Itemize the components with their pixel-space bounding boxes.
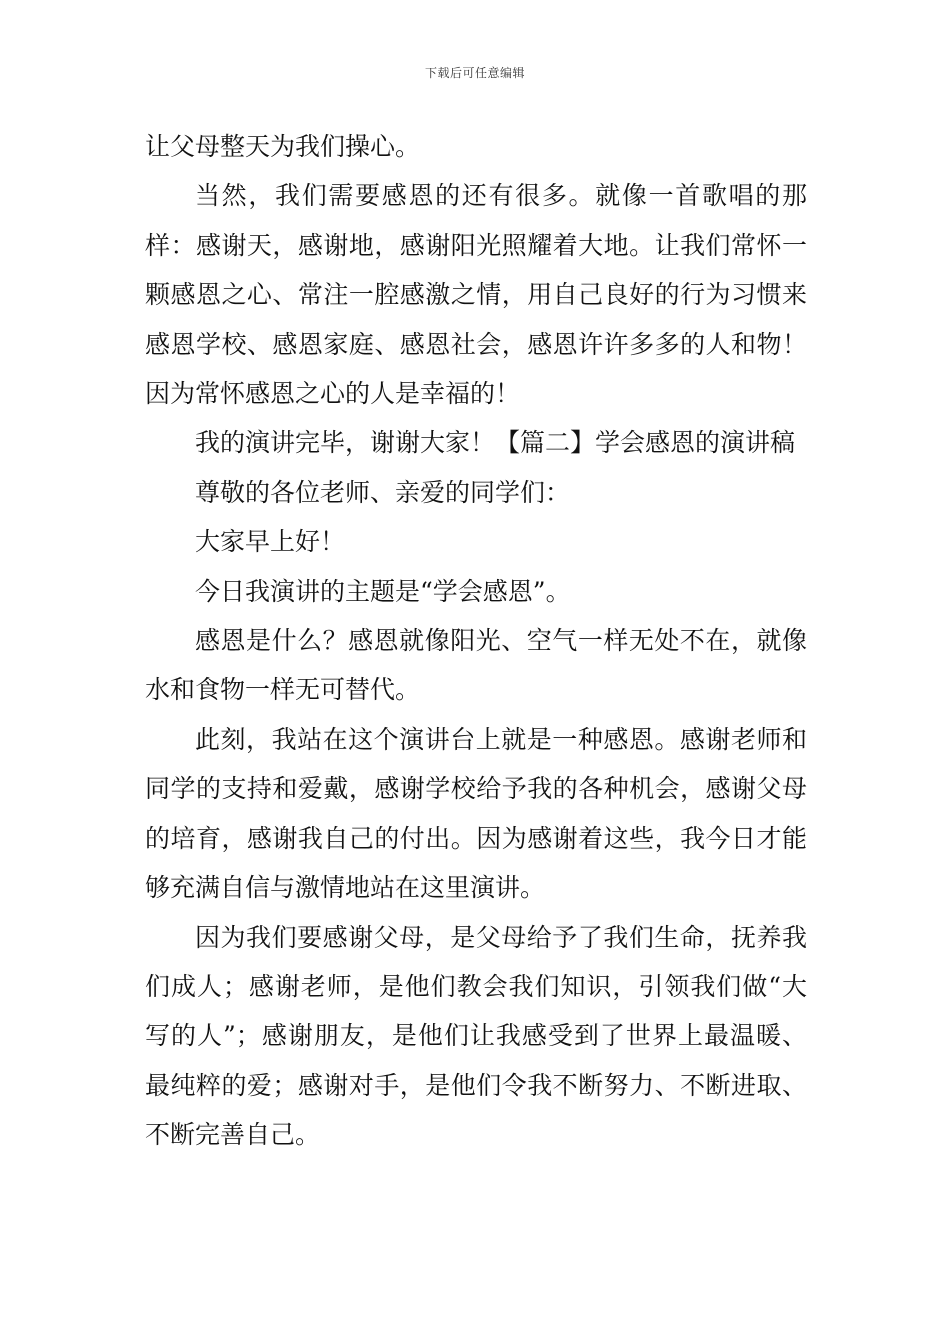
paragraph: 今日我演讲的主题是“学会感恩”。 [195,576,571,606]
paragraph: 当然，我们需要感恩的还有很多。就像一首歌唱的那样：感谢天，感谢地，感谢阳光照耀着大地。让我们常怀一颗感恩之心、常注一腔感激之情，用自己良好的行为习惯来感恩学校、感恩家庭、感恩社会，感恩许许多多的人和物！因为常怀感恩之心的人是幸福的！ [145,181,807,409]
paragraph: 让父母整天为我们操心。 [145,132,421,161]
paragraph: 因为我们要感谢父母，是父母给予了我们生命，抚养我们成人；感谢老师，是他们教会我们知识，引领我们做“大写的人”；感谢朋友，是他们让我感受到了世界上最温暖、最纯粹的爱；感谢对手，是他们令我不断努力、不断进取、不断完善自己。 [145,922,807,1150]
document-body [145,122,807,1160]
paragraph: 大家早上好！ [195,527,346,557]
paragraph: 感恩是什么？感恩就像阳光、空气一样无处不在，就像水和食物一样无可替代。 [145,626,807,705]
paragraph: 此刻，我站在这个演讲台上就是一种感恩。感谢老师和同学的支持和爱戴，感谢学校给予我的各种机会，感谢父母的培育，感谢我自己的付出。因为感谢着这些，我今日才能够充满自信与激情地站在这里演讲。 [145,724,807,903]
paragraph: 我的演讲完毕，谢谢大家！【篇二】学会感恩的演讲稿 [195,428,796,458]
paragraph: 尊敬的各位老师、亲爱的同学们： [195,477,571,507]
page-header: 下载后可任意编辑 [424,66,525,80]
